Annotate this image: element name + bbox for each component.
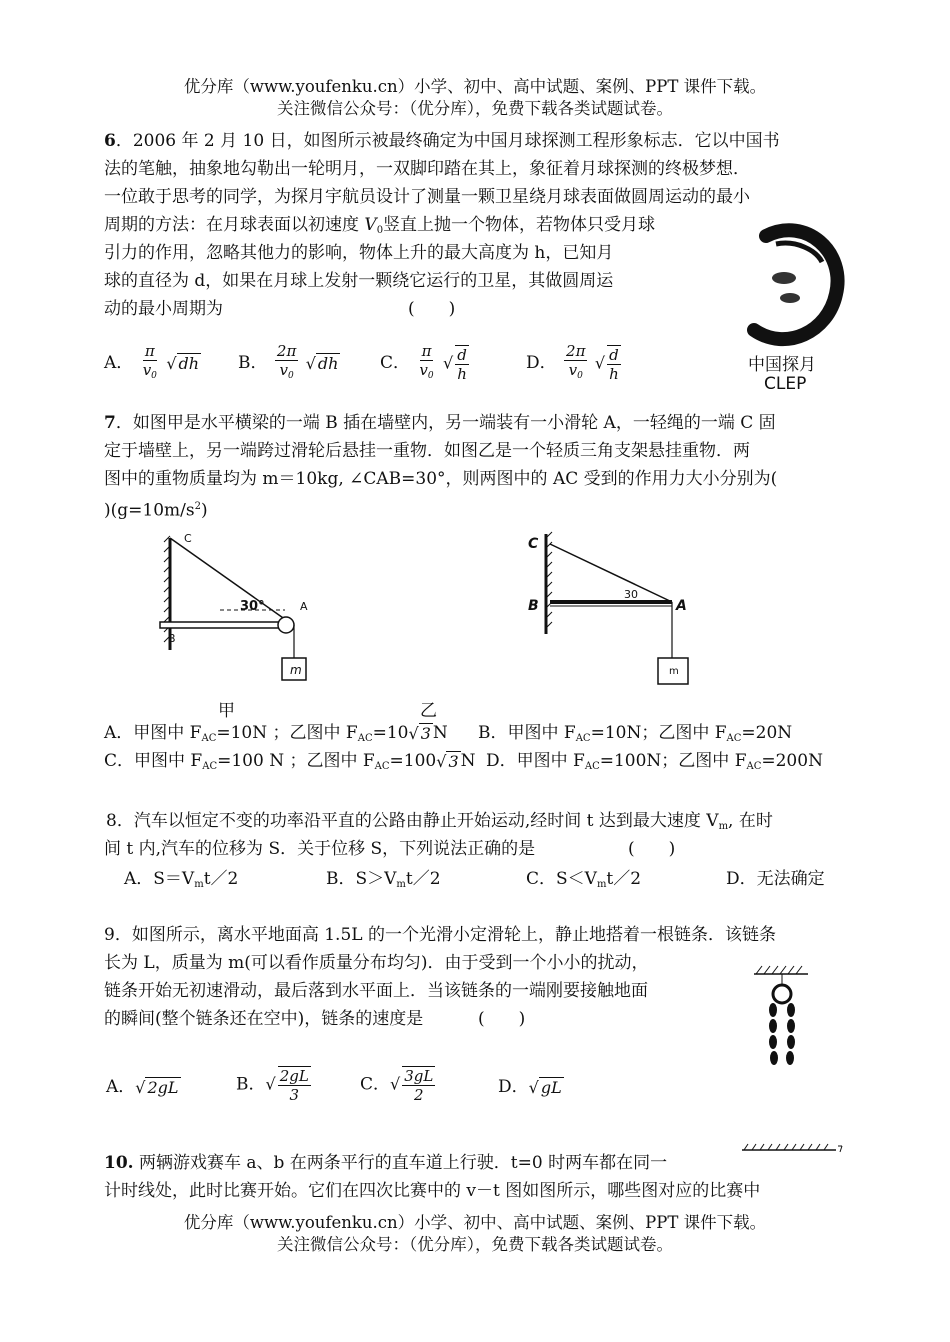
q6-line-3: 一位敢于思考的同学，为探月宇航员设计了测量一颗卫星绕月球表面做圆周运动的最小 [104,187,750,207]
q7-a-rad: 3 [420,723,431,743]
q8-c-1: C．S＜V [526,869,597,889]
q6-a-rad: dh [178,353,200,373]
q9-b-sqrt: √ $\frac{2gL}{3}$ [265,1067,309,1104]
header-line-2: 关注微信公众号：（优分库），免费下载各类试题试卷。 [277,99,673,118]
q6-option-b-frac [275,342,298,385]
q7-c-sqrt: √ 3 [436,751,459,771]
q7-a-sub2: AC [357,733,373,744]
q7-option-c [104,750,476,778]
q7-b-2: =10N；乙图中 F [590,723,727,743]
q8-a-sub: m [194,879,204,890]
q6-option-c-frac [417,342,435,385]
q9-d-sqrt: √ gL [528,1077,562,1097]
q9-c-num: 3gL [404,1067,434,1085]
q7-c-2: =100 N ；乙图中 F [217,751,375,771]
q6-d-den: $v_0$ [568,361,583,381]
q7-c-sub2: AC [374,761,390,772]
q7-option-d [486,750,823,778]
q6-c-rad-num: d [457,345,467,364]
q7-d-sub2: AC [746,761,762,772]
q8-option-a [124,868,238,896]
q8-line-1 [106,810,773,838]
q6-b-num: 2π [276,342,297,360]
q6-v0-sub: 0 [376,225,384,236]
q7-line-3: 图中的重物质量均为 m＝10kg, ∠CAB=30°，则两图中的 AC 受到的作用力大小分别为( [104,469,778,489]
header-line-1: 优分库（www.youfenku.cn）小学、初中、高中试题、案例、PPT 课件下载。 [183,77,767,96]
q7-c-3: =100 [389,751,437,771]
q9-number: 9 [104,925,115,945]
q6-option-b-label: B． [238,353,268,373]
q6-option-a [104,342,201,385]
q6-b-sqrt: √ dh [305,353,339,373]
q8-option-d: D．无法确定 [726,869,825,889]
q6-line-4 [104,214,655,242]
q10-line-1 [104,1152,667,1174]
q7-d-1: D．甲图中 F [486,751,585,771]
q8-c-2: t／2 [606,869,642,889]
q7-fig2-label-b: B [528,598,539,614]
q6-c-sqrt: √ $\frac{d}{h}$ [443,345,467,383]
q6-a-den: $v_0$ [142,361,157,381]
q7-number: 7 [104,413,116,433]
q7-line-4 [104,496,208,522]
q10-text-1: 两辆游戏赛车 a、b 在两条平行的直车道上行驶．t=0 时两车都在同一 [133,1153,668,1173]
q6-line-5: 引力的作用，忽略其他力的影响，物体上升的最大高度为 h，已知月 [104,243,614,263]
q6-b-rad: dh [317,353,339,373]
q8-b-1: B．S＞V [326,869,397,889]
q6-text-1: ．2006 年 2 月 10 日，如图所示被最终确定为中国月球探测工程形象标志．它以中国书 [115,131,780,151]
q9-line-1 [104,924,776,946]
q7-fig2-label-c: C [528,536,539,552]
q7-text-4-end: ) [200,500,208,521]
q7-d-2: =100N；乙图中 F [599,751,747,771]
q10-ground-hatch [740,1140,844,1156]
q6-d-rad-frac [607,345,621,383]
q10-number: 10. [104,1153,134,1173]
q9-text-1: ．如图所示，离水平地面高 1.5L 的一个光滑小定滑轮上，静止地搭着一根链条．该链条 [114,925,776,945]
q6-option-b [238,342,340,385]
q7-fig-jia-label: 甲 [218,701,235,721]
q6-option-c-label: C． [380,353,411,373]
q9-chain-figure [752,962,812,1072]
q8-answer-paren: ( ) [628,839,676,859]
q7-fig2-label-a: A [676,598,687,614]
q7-sup: 2 [194,501,201,512]
q7-a-unit: N [432,723,448,743]
q6-c-rad-den: h [457,364,467,383]
q7-c-sub1: AC [202,761,218,772]
q9-c-label: C． [360,1074,391,1095]
q8-a-2: t／2 [203,869,239,889]
q9-c-frac [402,1066,435,1104]
q7-option-b [478,722,792,750]
q7-d-sub1: AC [584,761,600,772]
q9-option-c [360,1066,437,1104]
q8-text-1a: ．汽车以恒定不变的功率沿平直的公路由静止开始运动,经时间 t 达到最大速度 V [116,811,719,831]
q7-figure-yi [520,528,700,690]
q9-line-4: 的瞬间(整个链条还在空中)，链条的速度是 [104,1009,424,1029]
q6-a-den-v: v [142,361,152,379]
q6-b-den: $v_0$ [279,361,294,381]
q6-a-num: π [144,342,155,360]
q9-line-3: 链条开始无初速滑动，最后落到水平面上．当该链条的一端刚要接触地面 [104,981,648,1001]
q7-b-sub1: AC [575,733,591,744]
q7-c-1: C．甲图中 F [104,751,203,771]
q7-a-sub1: AC [201,733,217,744]
q6-option-d [526,342,623,385]
q9-line-2: 长为 L，质量为 m(可以看作质量分布均匀)．由于受到一个小小的扰动， [104,953,649,973]
q7-figure-jia [150,530,330,690]
q8-sub: m [718,821,729,832]
q7-text-1: ．如图甲是水平横梁的一端 B 插在墙壁内，另一端装有一小滑轮 A，一轻绳的一端 C 固 [115,413,776,433]
q9-c-den: 2 [414,1086,424,1104]
q7-fig1-label-b: B [168,632,176,645]
q7-fig2-mass: m [669,666,679,677]
q7-fig2-angle: 30 [624,588,638,601]
q7-c-rad: 3 [448,751,459,771]
q6-d-sqrt: √ $\frac{d}{h}$ [594,345,619,383]
q6-line-2: 法的笔触，抽象地勾勒出一轮明月，一双脚印踏在其上，象征着月球探测的终极梦想． [104,159,750,179]
q9-answer-paren: ( ) [478,1009,526,1029]
q6-text-4b: 竖直上抛一个物体，若物体只受月球 [383,215,656,235]
q6-option-d-label: D． [526,353,557,373]
q6-answer-paren: ( ) [408,299,456,319]
q8-line-2: 间 t 内,汽车的位移为 S．关于位移 S，下列说法正确的是 [104,839,536,859]
q7-fig1-angle: 30° [240,599,265,614]
q6-option-a-label: A． [104,353,134,373]
q6-d-den-v: v [568,361,578,379]
footer-line-2: 关注微信公众号：（优分库），免费下载各类试题试卷。 [277,1235,673,1254]
q6-line-6: 球的直径为 d，如果在月球上发射一颗绕它运行的卫星，其做圆周运 [104,271,614,291]
q8-a-1: A．S＝V [124,869,195,889]
q9-d-rad: gL [540,1077,562,1097]
q8-b-sub: m [396,879,406,890]
q8-option-b [326,868,441,896]
q6-b-den-v: v [279,361,288,379]
q7-fig1-label-c: C [184,532,192,545]
q9-option-b [236,1066,313,1104]
q7-b-1: B．甲图中 F [478,723,576,743]
q9-b-num: 2gL [279,1067,309,1085]
q9-d-label: D． [498,1077,529,1097]
q9-option-d [498,1076,564,1099]
q9-a-sqrt: √ 2gL [135,1077,179,1097]
q6-option-a-frac [141,342,159,385]
q6-d-rad-den: h [609,364,619,383]
q7-fig-yi-label: 乙 [420,701,437,721]
q7-a-1: A．甲图中 F [104,723,202,743]
q6-c-den: $v_0$ [419,361,434,381]
q7-c-unit: N [460,751,476,771]
q7-a-2: =10N ；乙图中 F [216,723,358,743]
q9-option-a [106,1076,181,1099]
q6-a-sqrt: √ dh [166,353,200,373]
q8-text-1b: , 在时 [728,811,773,831]
q6-v0-symbol: V [364,215,377,235]
q6-c-den-v: v [419,361,428,379]
clep-caption-en: CLEP [764,374,807,394]
q6-text-4a: 周期的方法：在月球表面以初速度 [104,215,365,235]
clep-caption-cn: 中国探月 [748,355,816,375]
q7-fig1-mass: m [290,663,302,677]
q6-d-rad-num: d [609,345,619,364]
q9-b-den: 3 [289,1086,300,1104]
q7-option-a [104,722,448,750]
q7-text-4: )(g=10m/s [104,500,195,521]
q10-line-2: 计时线处，此时比赛开始。它们在四次比赛中的 v－t 图如图所示，哪些图对应的比赛中 [104,1181,761,1201]
q7-d-3: =200N [761,751,823,771]
q6-line-1 [104,130,780,152]
q7-b-sub2: AC [726,733,742,744]
q7-line-1 [104,412,776,434]
q9-b-frac [278,1066,311,1104]
q6-d-num: 2π [566,342,586,360]
q9-a-label: A． [106,1077,136,1097]
q7-a-sqrt: √ 3 [408,723,431,743]
q6-c-num: π [421,342,432,360]
q6-c-rad-frac [455,345,469,383]
q8-b-2: t／2 [405,869,441,889]
q6-option-d-frac [564,342,587,385]
q7-a-3: =10 [372,723,409,743]
q6-line-7: 动的最小周期为 [104,299,223,319]
q8-number: 8 [106,811,117,831]
footer-line-1: 优分库（www.youfenku.cn）小学、初中、高中试题、案例、PPT 课件下载。 [183,1213,767,1232]
q7-b-3: =20N [741,723,793,743]
q6-number: 6 [104,131,116,151]
q6-option-c [380,342,471,385]
q9-c-sqrt: √ $\frac{3gL}{2}$ [390,1067,434,1104]
q9-b-label: B． [236,1074,266,1095]
q7-fig1-label-a: A [300,600,308,613]
q8-c-sub: m [596,879,607,890]
q9-a-rad: 2gL [147,1077,179,1097]
clep-logo-image [746,222,846,352]
q7-line-2: 定于墙壁上，另一端跨过滑轮后悬挂一重物．如图乙是一个轻质三角支架悬挂重物．两 [104,441,750,461]
q8-option-c [526,868,641,896]
